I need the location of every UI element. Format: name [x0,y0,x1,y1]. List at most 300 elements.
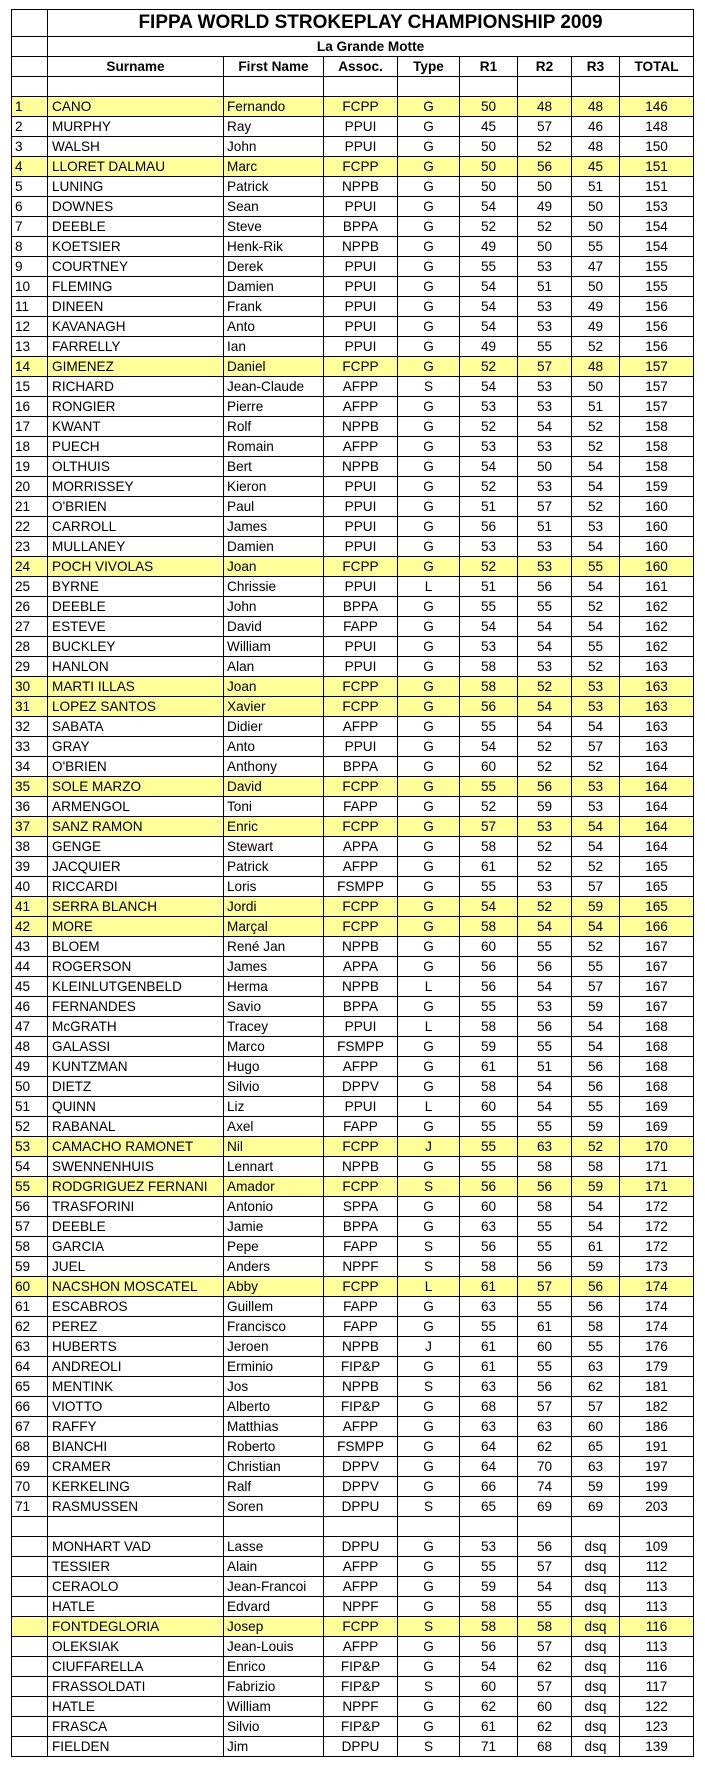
cell-r1: 64 [460,1457,518,1477]
cell-type: G [398,997,460,1017]
cell-r1: 56 [460,1177,518,1197]
cell-r2: 56 [518,777,572,797]
cell-pos [12,1557,48,1577]
cell-type: G [398,1597,460,1617]
cell-r1: 55 [460,257,518,277]
cell-type: S [398,1497,460,1517]
cell-type: G [398,157,460,177]
cell-r3: 54 [572,577,620,597]
cell-pos: 31 [12,697,48,717]
cell-pos: 66 [12,1397,48,1417]
cell-r1: 54 [460,297,518,317]
cell-r3: 52 [572,597,620,617]
cell-assoc: APPA [324,837,398,857]
cell-r2: 69 [518,1497,572,1517]
cell-total: 164 [620,757,694,777]
cell-r3: 59 [572,1177,620,1197]
cell-r3: 55 [572,1097,620,1117]
table-row [12,1097,694,1117]
cell-r1: 60 [460,937,518,957]
cell-first-name: Sean [224,197,324,217]
cell-surname: NACSHON MOSCATEL [48,1277,224,1297]
cell-assoc: PPUI [324,1017,398,1037]
cell-assoc: DPPU [324,1537,398,1557]
cell-assoc: NPPB [324,417,398,437]
cell-r2: 54 [518,717,572,737]
cell-first-name: Jean-Claude [224,377,324,397]
cell-surname: FLEMING [48,277,224,297]
cell-type: G [398,837,460,857]
cell-assoc: PPUI [324,637,398,657]
cell-r3: 63 [572,1357,620,1377]
cell-assoc: PPUI [324,297,398,317]
cell-r2: 54 [518,1077,572,1097]
table-row [12,1557,694,1577]
cell-r2: 50 [518,177,572,197]
cell-total: 160 [620,517,694,537]
cell-r2: 55 [518,1217,572,1237]
table-row [12,277,694,297]
cell-first-name: Francisco [224,1317,324,1337]
table-row [12,1137,694,1157]
cell-first-name: René Jan [224,937,324,957]
cell-r1: 60 [460,757,518,777]
cell-pos: 56 [12,1197,48,1217]
cell-r2: 58 [518,1197,572,1217]
cell-r3: 59 [572,897,620,917]
cell-r3: dsq [572,1637,620,1657]
cell-r1: 61 [460,1717,518,1737]
cell-r3: 54 [572,457,620,477]
cell-first-name: Liz [224,1097,324,1117]
cell-type: S [398,1237,460,1257]
cell-total: 182 [620,1397,694,1417]
cell-total: 158 [620,437,694,457]
cell-r3: 60 [572,1417,620,1437]
cell-surname: HUBERTS [48,1337,224,1357]
cell-r2: 55 [518,1357,572,1377]
cell-first-name: Enric [224,817,324,837]
cell-first-name: Soren [224,1497,324,1517]
table-row [12,857,694,877]
cell-r2: 62 [518,1437,572,1457]
cell-r2: 57 [518,1277,572,1297]
cell-surname: McGRATH [48,1017,224,1037]
header-pos [12,57,48,77]
cell-assoc: FIP&P [324,1397,398,1417]
cell-type: G [398,877,460,897]
cell-total: 163 [620,697,694,717]
cell-surname: VIOTTO [48,1397,224,1417]
cell-assoc: DPPU [324,1497,398,1517]
cell-type: G [398,557,460,577]
cell-surname: SABATA [48,717,224,737]
cell-pos: 33 [12,737,48,757]
cell-r2: 60 [518,1697,572,1717]
title-row [12,10,694,37]
cell-r2: 56 [518,957,572,977]
cell-r2: 55 [518,337,572,357]
table-row [12,1397,694,1417]
cell-assoc: FSMPP [324,877,398,897]
cell-type: G [398,237,460,257]
cell-r2: 59 [518,797,572,817]
results-sheet [11,9,693,1757]
cell-r2: 57 [518,1637,572,1657]
cell-assoc: DPPV [324,1477,398,1497]
cell-type: S [398,1737,460,1757]
table-row [12,677,694,697]
page-title: FIPPA WORLD STROKEPLAY CHAMPIONSHIP 2009 [48,10,694,37]
cell-surname: RICHARD [48,377,224,397]
cell-pos: 32 [12,717,48,737]
table-row [12,437,694,457]
cell-r2: 52 [518,137,572,157]
cell-r2: 57 [518,1677,572,1697]
cell-surname: JUEL [48,1257,224,1277]
table-row [12,717,694,737]
cell-r2: 58 [518,1157,572,1177]
table-row [12,977,694,997]
table-row [12,397,694,417]
cell-type: S [398,1377,460,1397]
cell-pos: 5 [12,177,48,197]
cell-total: 169 [620,1097,694,1117]
cell-assoc: BPPA [324,1217,398,1237]
cell-surname: DINEEN [48,297,224,317]
cell-assoc: FAPP [324,617,398,637]
table-row [12,297,694,317]
cell-surname: MORE [48,917,224,937]
cell-r1: 55 [460,597,518,617]
cell-assoc: FAPP [324,1117,398,1137]
cell-first-name: John [224,597,324,617]
cell-assoc: AFPP [324,1557,398,1577]
cell-r3: 56 [572,1277,620,1297]
cell-first-name: Marc [224,157,324,177]
cell-r3: 55 [572,1337,620,1357]
cell-r2: 56 [518,1017,572,1037]
cell-pos: 39 [12,857,48,877]
cell-type: L [398,577,460,597]
cell-r2: 52 [518,837,572,857]
cell-total: 167 [620,977,694,997]
cell-r1: 55 [460,1557,518,1577]
cell-r3: 54 [572,837,620,857]
cell-r3: dsq [572,1697,620,1717]
cell-r3: 63 [572,1457,620,1477]
cell-first-name: Daniel [224,357,324,377]
cell-r1: 55 [460,1317,518,1337]
cell-type: G [398,397,460,417]
cell-first-name: Romain [224,437,324,457]
cell-pos: 19 [12,457,48,477]
table-row [12,457,694,477]
cell-r2: 53 [518,257,572,277]
cell-r1: 61 [460,1337,518,1357]
cell-r3: 45 [572,157,620,177]
cell-r3: 54 [572,1017,620,1037]
cell-type: S [398,1617,460,1637]
cell-surname: MURPHY [48,117,224,137]
cell-assoc: FCPP [324,157,398,177]
cell-r2: 51 [518,277,572,297]
cell-r1: 54 [460,377,518,397]
cell-surname: COURTNEY [48,257,224,277]
cell-first-name: Alan [224,657,324,677]
cell-pos: 7 [12,217,48,237]
cell-type: G [398,357,460,377]
cell-pos: 16 [12,397,48,417]
cell-r2: 50 [518,237,572,257]
table-row [12,417,694,437]
table-row [12,1677,694,1697]
table-row [12,1637,694,1657]
cell-pos: 25 [12,577,48,597]
cell-total: 151 [620,177,694,197]
cell-total: 174 [620,1297,694,1317]
cell-pos: 30 [12,677,48,697]
cell-r2: 49 [518,197,572,217]
cell-first-name: Erminio [224,1357,324,1377]
cell-assoc: FAPP [324,797,398,817]
cell-surname: BIANCHI [48,1437,224,1457]
cell-r3: 55 [572,637,620,657]
cell-first-name: Henk-Rik [224,237,324,257]
table-row [12,1217,694,1237]
cell-type: G [398,177,460,197]
cell-surname: RASMUSSEN [48,1497,224,1517]
cell-total: 164 [620,837,694,857]
cell-surname: LLORET DALMAU [48,157,224,177]
cell-r2: 53 [518,997,572,1017]
table-row [12,997,694,1017]
cell-first-name: John [224,137,324,157]
cell-type: J [398,1337,460,1357]
cell-r2: 63 [518,1417,572,1437]
cell-r3: 51 [572,177,620,197]
cell-r3: 55 [572,957,620,977]
cell-assoc: DPPU [324,1737,398,1757]
cell-total: 170 [620,1137,694,1157]
cell-r2: 53 [518,297,572,317]
cell-type: G [398,1357,460,1377]
cell-r2: 56 [518,577,572,597]
cell-first-name: Axel [224,1117,324,1137]
cell-r3: 56 [572,1297,620,1317]
table-row [12,497,694,517]
table-row [12,617,694,637]
cell-type: G [398,137,460,157]
cell-first-name: Marçal [224,917,324,937]
cell-r3: 50 [572,277,620,297]
cell-total: 163 [620,717,694,737]
cell-r3: 61 [572,1237,620,1257]
cell-total: 116 [620,1657,694,1677]
cell-r3: 52 [572,757,620,777]
cell-pos: 6 [12,197,48,217]
cell-pos: 37 [12,817,48,837]
cell-r1: 52 [460,557,518,577]
cell-r1: 59 [460,1037,518,1057]
cell-r3: 59 [572,997,620,1017]
cell-pos [12,1617,48,1637]
cell-pos: 60 [12,1277,48,1297]
cell-total: 157 [620,357,694,377]
cell-surname: GRAY [48,737,224,757]
cell-first-name: Lasse [224,1537,324,1557]
cell-r1: 61 [460,1277,518,1297]
cell-total: 181 [620,1377,694,1397]
cell-total: 158 [620,457,694,477]
cell-r1: 50 [460,97,518,117]
cell-total: 164 [620,777,694,797]
cell-surname: WALSH [48,137,224,157]
cell-r1: 50 [460,177,518,197]
cell-assoc: AFPP [324,1057,398,1077]
cell-assoc: AFPP [324,857,398,877]
cell-r2: 52 [518,857,572,877]
cell-r3: 58 [572,1317,620,1337]
cell-r2: 54 [518,637,572,657]
cell-r3: 54 [572,1197,620,1217]
cell-type: S [398,1257,460,1277]
cell-first-name: Paul [224,497,324,517]
cell-total: 165 [620,897,694,917]
cell-surname: FERNANDES [48,997,224,1017]
cell-pos: 65 [12,1377,48,1397]
cell-assoc: PPUI [324,277,398,297]
cell-r3: 59 [572,1257,620,1277]
table-row [12,1277,694,1297]
cell-type: G [398,1717,460,1737]
table-row [12,1697,694,1717]
cell-r1: 51 [460,577,518,597]
cell-type: S [398,1677,460,1697]
cell-type: G [398,697,460,717]
cell-first-name: Jordi [224,897,324,917]
table-row [12,637,694,657]
cell-pos: 35 [12,777,48,797]
cell-surname: HATLE [48,1697,224,1717]
cell-r3: 56 [572,1057,620,1077]
cell-r2: 53 [518,317,572,337]
table-row [12,1437,694,1457]
cell-surname: KAVANAGH [48,317,224,337]
cell-r1: 56 [460,1237,518,1257]
cell-assoc: PPUI [324,117,398,137]
cell-assoc: FIP&P [324,1717,398,1737]
cell-type: G [398,497,460,517]
cell-r1: 54 [460,277,518,297]
cell-r3: 54 [572,1037,620,1057]
cell-surname: CIUFFARELLA [48,1657,224,1677]
cell-first-name: Patrick [224,857,324,877]
cell-total: 123 [620,1717,694,1737]
cell-r3: 52 [572,437,620,457]
cell-r2: 53 [518,437,572,457]
cell-r1: 63 [460,1417,518,1437]
table-row [12,217,694,237]
cell-type: G [398,457,460,477]
cell-assoc: PPUI [324,477,398,497]
cell-pos: 42 [12,917,48,937]
cell-assoc: FAPP [324,1297,398,1317]
cell-r1: 49 [460,237,518,257]
cell-r2: 55 [518,1297,572,1317]
table-row [12,137,694,157]
cell-first-name: Rolf [224,417,324,437]
cell-assoc: FSMPP [324,1037,398,1057]
cell-total: 191 [620,1437,694,1457]
cell-first-name: William [224,637,324,657]
cell-surname: MENTINK [48,1377,224,1397]
cell-assoc: PPUI [324,497,398,517]
cell-r1: 55 [460,777,518,797]
table-row [12,1117,694,1137]
cell-first-name: Anto [224,317,324,337]
cell-pos: 49 [12,1057,48,1077]
cell-r2: 50 [518,457,572,477]
table-row [12,1297,694,1317]
table-row [12,1157,694,1177]
cell-r1: 63 [460,1217,518,1237]
cell-total: 168 [620,1057,694,1077]
cell-r3: 52 [572,417,620,437]
cell-first-name: Fabrizio [224,1677,324,1697]
cell-surname: SANZ RAMON [48,817,224,837]
cell-total: 158 [620,417,694,437]
cell-r1: 56 [460,957,518,977]
cell-pos: 57 [12,1217,48,1237]
cell-first-name: Enrico [224,1657,324,1677]
cell-total: 165 [620,877,694,897]
cell-pos: 29 [12,657,48,677]
cell-total: 156 [620,337,694,357]
cell-r1: 62 [460,1697,518,1717]
cell-assoc: PPUI [324,537,398,557]
cell-type: G [398,537,460,557]
cell-pos: 20 [12,477,48,497]
cell-type: G [398,1417,460,1437]
cell-total: 109 [620,1537,694,1557]
cell-r3: 51 [572,397,620,417]
cell-total: 163 [620,677,694,697]
cell-r2: 48 [518,97,572,117]
table-row [12,737,694,757]
cell-assoc: FCPP [324,1137,398,1157]
cell-type: G [398,1437,460,1457]
cell-surname: SERRA BLANCH [48,897,224,917]
cell-surname: CERAOLO [48,1577,224,1597]
cell-assoc: FAPP [324,1237,398,1257]
cell-surname: O'BRIEN [48,757,224,777]
cell-first-name: Nil [224,1137,324,1157]
cell-pos [12,1697,48,1717]
cell-pos: 68 [12,1437,48,1457]
cell-r2: 56 [518,1177,572,1197]
cell-surname: FIELDEN [48,1737,224,1757]
cell-surname: KOETSIER [48,237,224,257]
header-r1: R1 [460,57,518,77]
cell-type: G [398,197,460,217]
table-row [12,1197,694,1217]
cell-r2: 55 [518,597,572,617]
cell-pos [12,1737,48,1757]
cell-r3: 52 [572,497,620,517]
cell-first-name: Jeroen [224,1337,324,1357]
cell-pos: 26 [12,597,48,617]
